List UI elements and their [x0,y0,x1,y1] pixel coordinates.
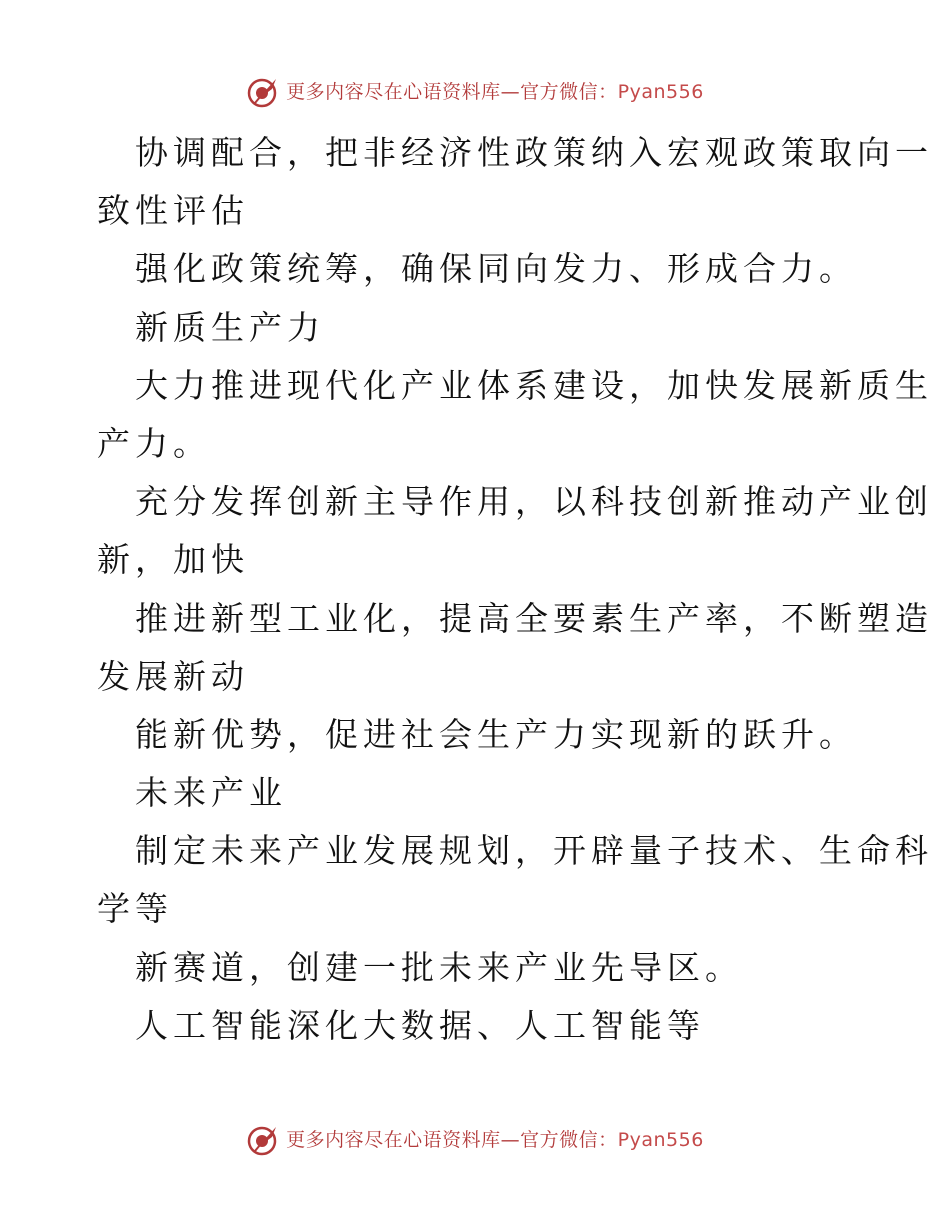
paragraph-line: 发展新动 [97,656,249,696]
quill-pen-logo-icon [246,1123,280,1157]
paragraph-line: 致性评估 [97,191,249,231]
footer-watermark [0,1120,950,1160]
paragraph-line: 新赛道，创建一批未来产业先导区。 [135,947,743,987]
paragraph-line: 学等 [97,889,173,929]
section-heading: 新质生产力 [135,307,325,347]
header-watermark [0,72,950,112]
section-heading: 未来产业 [135,773,287,813]
wechat-id: Pyan556 [617,80,704,103]
paragraph-line: 制定未来产业发展规划，开辟量子技术、生命科 [135,831,933,871]
paragraph-line: 人工智能深化大数据、人工智能等 [135,1005,705,1045]
watermark-label: 更多内容尽在心语资料库—官方微信：Pyan556 [286,1128,704,1151]
paragraph-line: 强化政策统筹，确保同向发力、形成合力。 [135,249,857,289]
quill-pen-logo-icon [246,75,280,109]
wechat-id: Pyan556 [617,1128,704,1151]
watermark-label: 更多内容尽在心语资料库—官方微信：Pyan556 [286,80,704,103]
paragraph-line: 充分发挥创新主导作用，以科技创新推动产业创 [135,482,933,522]
document-body [97,124,933,1055]
paragraph-line: 新，加快 [97,540,249,580]
paragraph-line: 推进新型工业化，提高全要素生产率，不断塑造 [135,598,933,638]
paragraph-line: 能新优势，促进社会生产力实现新的跃升。 [135,714,857,754]
paragraph-line: 大力推进现代化产业体系建设，加快发展新质生 [135,365,933,405]
paragraph-line: 协调配合，把非经济性政策纳入宏观政策取向一 [135,133,933,172]
paragraph-line: 产力。 [97,423,211,463]
